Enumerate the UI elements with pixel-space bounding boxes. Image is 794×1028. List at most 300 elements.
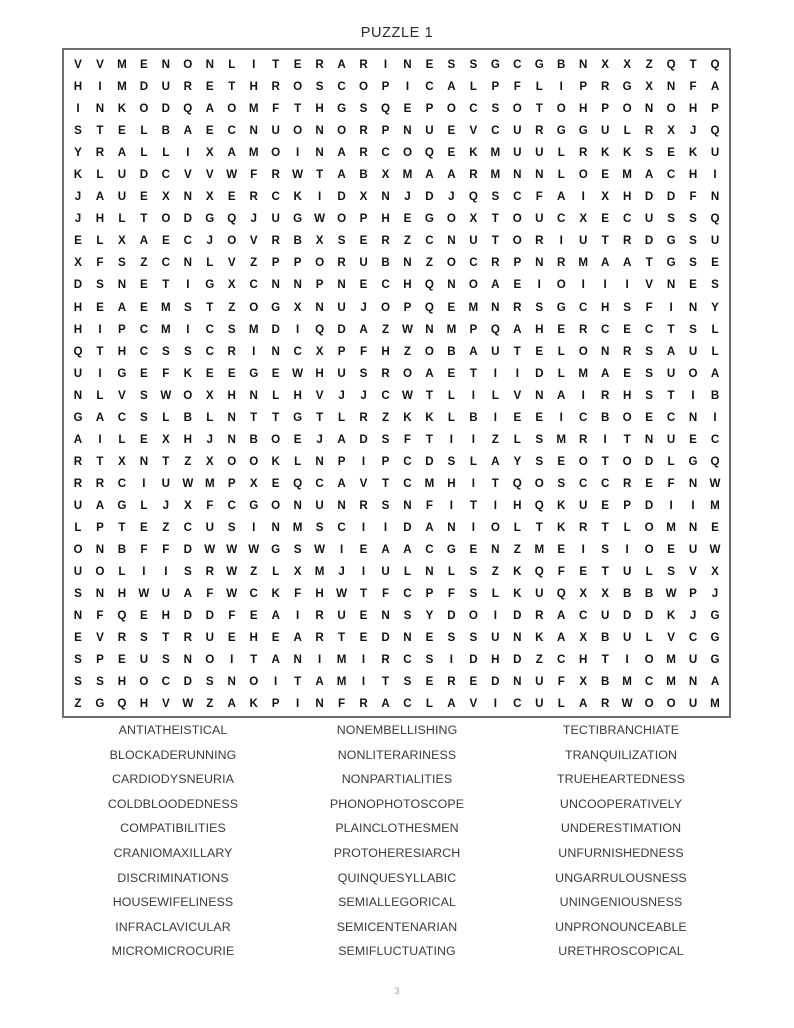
grid-cell[interactable]: H: [73, 300, 83, 314]
grid-cell[interactable]: L: [447, 565, 455, 579]
grid-cell[interactable]: T: [601, 565, 609, 579]
grid-cell[interactable]: E: [535, 410, 544, 424]
grid-cell[interactable]: N: [513, 631, 522, 645]
grid-cell[interactable]: K: [513, 587, 522, 601]
grid-cell[interactable]: Q: [666, 58, 676, 71]
word-list-item[interactable]: UNGARRULOUSNESS: [555, 870, 687, 885]
grid-cell[interactable]: T: [645, 256, 653, 270]
grid-cell[interactable]: D: [513, 609, 522, 623]
grid-cell[interactable]: E: [689, 432, 697, 446]
grid-cell[interactable]: R: [381, 366, 390, 380]
grid-cell[interactable]: E: [227, 190, 236, 204]
grid-cell[interactable]: O: [227, 234, 237, 248]
grid-cell[interactable]: N: [447, 234, 456, 248]
grid-cell[interactable]: G: [710, 631, 720, 645]
grid-cell[interactable]: M: [622, 675, 632, 689]
grid-cell[interactable]: U: [73, 498, 83, 512]
grid-cell[interactable]: C: [710, 432, 720, 446]
grid-cell[interactable]: X: [205, 190, 214, 204]
grid-cell[interactable]: E: [557, 322, 566, 336]
grid-cell[interactable]: C: [403, 653, 412, 667]
grid-cell[interactable]: Q: [556, 587, 566, 601]
grid-cell[interactable]: N: [381, 190, 390, 204]
grid-cell[interactable]: G: [578, 124, 588, 138]
grid-cell[interactable]: R: [600, 697, 610, 711]
grid-cell[interactable]: H: [688, 168, 698, 182]
grid-cell[interactable]: P: [579, 80, 588, 94]
grid-cell[interactable]: P: [271, 256, 280, 270]
grid-cell[interactable]: S: [359, 366, 368, 380]
grid-cell[interactable]: H: [95, 212, 105, 226]
grid-cell[interactable]: O: [446, 256, 456, 270]
grid-cell[interactable]: O: [95, 565, 105, 579]
grid-cell[interactable]: P: [96, 653, 104, 667]
grid-cell[interactable]: N: [73, 609, 83, 623]
grid-cell[interactable]: J: [689, 609, 697, 623]
grid-cell[interactable]: G: [666, 256, 676, 270]
grid-cell[interactable]: E: [425, 675, 434, 689]
grid-cell[interactable]: R: [95, 146, 105, 160]
grid-cell[interactable]: N: [271, 344, 280, 358]
grid-cell[interactable]: E: [249, 609, 258, 623]
grid-cell[interactable]: S: [381, 432, 390, 446]
grid-cell[interactable]: I: [559, 410, 563, 424]
grid-cell[interactable]: P: [711, 102, 719, 116]
grid-cell[interactable]: N: [688, 410, 698, 424]
grid-cell[interactable]: N: [644, 432, 654, 446]
grid-cell[interactable]: X: [205, 454, 214, 468]
grid-cell[interactable]: K: [271, 454, 280, 468]
grid-cell[interactable]: S: [535, 454, 544, 468]
grid-cell[interactable]: H: [622, 190, 632, 204]
grid-cell[interactable]: A: [271, 609, 280, 623]
grid-cell[interactable]: K: [73, 168, 83, 182]
grid-cell[interactable]: Z: [425, 256, 433, 270]
grid-cell[interactable]: N: [644, 102, 654, 116]
grid-cell[interactable]: C: [403, 587, 412, 601]
grid-cell[interactable]: L: [425, 697, 433, 711]
grid-cell[interactable]: S: [711, 278, 719, 292]
grid-cell[interactable]: K: [117, 102, 127, 116]
grid-cell[interactable]: I: [361, 565, 366, 579]
grid-cell[interactable]: P: [403, 300, 412, 314]
grid-cell[interactable]: I: [471, 520, 475, 534]
grid-cell[interactable]: S: [601, 543, 610, 557]
grid-cell[interactable]: I: [691, 498, 695, 512]
grid-cell[interactable]: X: [183, 498, 192, 512]
grid-cell[interactable]: F: [96, 256, 104, 270]
grid-cell[interactable]: N: [227, 675, 236, 689]
grid-cell[interactable]: O: [512, 102, 522, 116]
grid-cell[interactable]: E: [140, 520, 148, 534]
grid-cell[interactable]: I: [98, 432, 102, 446]
grid-cell[interactable]: Q: [424, 146, 434, 160]
grid-cell[interactable]: C: [644, 675, 654, 689]
grid-cell[interactable]: A: [359, 322, 368, 336]
grid-cell[interactable]: I: [603, 432, 607, 446]
grid-cell[interactable]: Z: [250, 565, 258, 579]
grid-cell[interactable]: O: [402, 366, 412, 380]
grid-cell[interactable]: A: [381, 543, 390, 557]
grid-cell[interactable]: E: [140, 190, 148, 204]
grid-cell[interactable]: I: [361, 454, 366, 468]
grid-cell[interactable]: O: [622, 454, 632, 468]
grid-cell[interactable]: R: [359, 146, 368, 160]
grid-cell[interactable]: V: [469, 697, 478, 711]
grid-cell[interactable]: T: [601, 454, 609, 468]
grid-cell[interactable]: G: [556, 124, 566, 138]
grid-cell[interactable]: B: [600, 410, 610, 424]
grid-cell[interactable]: S: [623, 300, 631, 314]
grid-cell[interactable]: Z: [140, 256, 148, 270]
grid-cell[interactable]: A: [139, 234, 149, 248]
grid-cell[interactable]: N: [315, 146, 324, 160]
grid-cell[interactable]: X: [601, 190, 610, 204]
grid-cell[interactable]: W: [336, 587, 348, 601]
grid-cell[interactable]: N: [293, 653, 302, 667]
grid-cell[interactable]: A: [447, 168, 456, 182]
grid-cell[interactable]: E: [359, 278, 368, 292]
grid-cell[interactable]: M: [314, 565, 325, 579]
grid-cell[interactable]: S: [140, 410, 148, 424]
grid-cell[interactable]: A: [491, 454, 500, 468]
grid-cell[interactable]: N: [95, 102, 105, 116]
grid-cell[interactable]: T: [294, 675, 302, 689]
grid-cell[interactable]: I: [252, 344, 256, 358]
grid-cell[interactable]: C: [381, 278, 390, 292]
grid-cell[interactable]: G: [293, 410, 303, 424]
grid-cell[interactable]: S: [667, 212, 675, 226]
grid-cell[interactable]: S: [645, 146, 653, 160]
grid-cell[interactable]: U: [535, 146, 544, 160]
grid-cell[interactable]: C: [579, 300, 588, 314]
grid-cell[interactable]: S: [74, 675, 82, 689]
grid-cell[interactable]: D: [381, 631, 390, 645]
grid-cell[interactable]: M: [490, 168, 501, 182]
word-list-item[interactable]: SEMIFLUCTUATING: [338, 944, 456, 959]
grid-cell[interactable]: N: [205, 58, 214, 71]
grid-cell[interactable]: G: [205, 212, 215, 226]
grid-cell[interactable]: O: [73, 543, 83, 557]
grid-cell[interactable]: A: [337, 58, 346, 71]
grid-cell[interactable]: E: [579, 565, 588, 579]
grid-cell[interactable]: S: [227, 520, 236, 534]
grid-cell[interactable]: I: [493, 697, 497, 711]
grid-cell[interactable]: E: [205, 124, 214, 138]
grid-cell[interactable]: S: [118, 256, 126, 270]
grid-cell[interactable]: A: [513, 322, 522, 336]
grid-cell[interactable]: T: [338, 631, 346, 645]
grid-cell[interactable]: Z: [645, 58, 653, 71]
grid-cell[interactable]: T: [601, 234, 609, 248]
grid-cell[interactable]: G: [710, 653, 720, 667]
grid-cell[interactable]: C: [227, 124, 236, 138]
grid-cell[interactable]: C: [425, 234, 434, 248]
grid-cell[interactable]: T: [381, 675, 390, 689]
grid-cell[interactable]: D: [622, 609, 632, 623]
grid-cell[interactable]: E: [689, 278, 697, 292]
grid-cell[interactable]: R: [469, 168, 478, 182]
grid-cell[interactable]: K: [513, 565, 522, 579]
grid-cell[interactable]: C: [425, 543, 434, 557]
grid-cell[interactable]: O: [139, 675, 149, 689]
grid-cell[interactable]: R: [315, 609, 324, 623]
grid-cell[interactable]: S: [447, 454, 456, 468]
grid-cell[interactable]: N: [227, 410, 236, 424]
grid-cell[interactable]: Q: [73, 344, 83, 358]
grid-cell[interactable]: R: [359, 498, 368, 512]
grid-cell[interactable]: B: [644, 587, 654, 601]
word-list-item[interactable]: CARDIODYSNEURIA: [112, 772, 234, 787]
grid-cell[interactable]: O: [644, 697, 654, 711]
grid-cell[interactable]: A: [337, 476, 346, 490]
grid-cell[interactable]: O: [578, 454, 588, 468]
grid-cell[interactable]: T: [601, 520, 609, 534]
grid-cell[interactable]: N: [73, 388, 83, 402]
grid-cell[interactable]: A: [557, 609, 566, 623]
grid-cell[interactable]: O: [271, 498, 281, 512]
grid-cell[interactable]: A: [600, 366, 610, 380]
grid-cell[interactable]: K: [535, 631, 544, 645]
grid-cell[interactable]: E: [601, 168, 610, 182]
grid-cell[interactable]: N: [688, 675, 698, 689]
grid-cell[interactable]: F: [513, 80, 521, 94]
grid-cell[interactable]: T: [535, 520, 543, 534]
grid-cell[interactable]: S: [183, 344, 192, 358]
grid-cell[interactable]: W: [204, 543, 216, 557]
grid-cell[interactable]: D: [469, 653, 478, 667]
grid-cell[interactable]: M: [161, 322, 171, 336]
grid-cell[interactable]: Q: [710, 212, 720, 226]
grid-cell[interactable]: E: [447, 366, 456, 380]
grid-cell[interactable]: C: [337, 520, 346, 534]
grid-cell[interactable]: M: [490, 146, 501, 160]
grid-cell[interactable]: C: [337, 80, 346, 94]
grid-cell[interactable]: W: [709, 476, 721, 490]
grid-cell[interactable]: C: [205, 344, 214, 358]
grid-cell[interactable]: O: [644, 520, 654, 534]
grid-cell[interactable]: R: [359, 124, 368, 138]
grid-cell[interactable]: H: [381, 344, 390, 358]
grid-cell[interactable]: A: [183, 124, 192, 138]
grid-cell[interactable]: I: [361, 675, 366, 689]
grid-cell[interactable]: D: [73, 278, 83, 292]
grid-cell[interactable]: I: [625, 543, 629, 557]
word-list-item[interactable]: NONPARTIALITIES: [341, 772, 453, 787]
grid-cell[interactable]: V: [645, 278, 653, 292]
grid-cell[interactable]: O: [337, 124, 347, 138]
grid-cell[interactable]: N: [491, 543, 500, 557]
grid-cell[interactable]: G: [534, 58, 544, 71]
grid-cell[interactable]: X: [601, 58, 610, 71]
grid-cell[interactable]: C: [161, 675, 171, 689]
grid-cell[interactable]: Y: [711, 300, 719, 314]
grid-cell[interactable]: I: [98, 322, 102, 336]
grid-cell[interactable]: F: [403, 432, 412, 446]
grid-cell[interactable]: C: [381, 388, 390, 402]
grid-cell[interactable]: Z: [491, 565, 499, 579]
grid-cell[interactable]: A: [337, 168, 346, 182]
grid-cell[interactable]: T: [623, 432, 631, 446]
grid-cell[interactable]: C: [622, 212, 632, 226]
grid-cell[interactable]: L: [228, 58, 236, 71]
grid-cell[interactable]: I: [317, 190, 322, 204]
grid-cell[interactable]: B: [359, 168, 368, 182]
word-list-item[interactable]: HOUSEWIFELINESS: [112, 895, 234, 910]
grid-cell[interactable]: U: [666, 366, 676, 380]
grid-cell[interactable]: Q: [381, 102, 391, 116]
grid-cell[interactable]: X: [74, 256, 82, 270]
grid-cell[interactable]: H: [688, 102, 698, 116]
grid-cell[interactable]: A: [579, 697, 588, 711]
grid-cell[interactable]: R: [622, 344, 632, 358]
grid-cell[interactable]: T: [294, 102, 302, 116]
grid-cell[interactable]: R: [535, 234, 544, 248]
grid-cell[interactable]: R: [557, 256, 566, 270]
grid-cell[interactable]: R: [381, 234, 390, 248]
grid-cell[interactable]: H: [579, 102, 588, 116]
grid-cell[interactable]: Q: [512, 476, 522, 490]
grid-cell[interactable]: L: [645, 565, 653, 579]
grid-cell[interactable]: L: [513, 432, 521, 446]
grid-cell[interactable]: D: [337, 322, 346, 336]
grid-cell[interactable]: S: [205, 675, 214, 689]
grid-cell[interactable]: K: [469, 146, 478, 160]
grid-cell[interactable]: N: [403, 631, 412, 645]
grid-cell[interactable]: O: [249, 454, 259, 468]
grid-cell[interactable]: U: [513, 124, 522, 138]
grid-cell[interactable]: S: [469, 58, 478, 71]
grid-cell[interactable]: O: [161, 212, 171, 226]
grid-cell[interactable]: X: [381, 168, 390, 182]
grid-cell[interactable]: B: [600, 675, 610, 689]
grid-cell[interactable]: I: [98, 366, 102, 380]
grid-cell[interactable]: S: [667, 565, 675, 579]
grid-cell[interactable]: A: [95, 410, 105, 424]
grid-cell[interactable]: E: [271, 631, 280, 645]
grid-cell[interactable]: L: [535, 80, 543, 94]
grid-cell[interactable]: E: [403, 102, 412, 116]
grid-cell[interactable]: T: [316, 168, 324, 182]
grid-cell[interactable]: U: [359, 256, 368, 270]
grid-cell[interactable]: R: [359, 410, 368, 424]
grid-cell[interactable]: J: [162, 498, 170, 512]
grid-cell[interactable]: Z: [513, 543, 521, 557]
grid-cell[interactable]: L: [557, 697, 565, 711]
grid-cell[interactable]: N: [710, 190, 720, 204]
grid-cell[interactable]: K: [666, 609, 676, 623]
grid-cell[interactable]: E: [74, 631, 82, 645]
grid-cell[interactable]: M: [666, 675, 676, 689]
grid-cell[interactable]: F: [250, 168, 258, 182]
grid-cell[interactable]: D: [491, 675, 500, 689]
grid-cell[interactable]: V: [469, 124, 478, 138]
grid-cell[interactable]: O: [139, 102, 149, 116]
grid-cell[interactable]: L: [557, 366, 565, 380]
grid-cell[interactable]: W: [292, 366, 304, 380]
word-list-item[interactable]: SEMIALLEGORICAL: [338, 895, 456, 910]
grid-cell[interactable]: H: [315, 366, 324, 380]
grid-cell[interactable]: E: [513, 410, 522, 424]
grid-cell[interactable]: L: [667, 454, 675, 468]
grid-cell[interactable]: L: [74, 520, 82, 534]
grid-cell[interactable]: V: [249, 234, 258, 248]
grid-cell[interactable]: E: [667, 146, 675, 160]
grid-cell[interactable]: F: [557, 675, 565, 689]
grid-cell[interactable]: I: [98, 80, 102, 94]
grid-cell[interactable]: K: [293, 190, 302, 204]
grid-cell[interactable]: H: [249, 80, 258, 94]
grid-cell[interactable]: R: [535, 609, 544, 623]
grid-cell[interactable]: F: [381, 587, 390, 601]
grid-cell[interactable]: G: [424, 212, 434, 226]
grid-cell[interactable]: X: [623, 58, 631, 71]
grid-cell[interactable]: E: [425, 58, 434, 71]
grid-cell[interactable]: E: [271, 476, 280, 490]
grid-cell[interactable]: T: [689, 58, 697, 71]
grid-cell[interactable]: S: [557, 476, 566, 490]
grid-cell[interactable]: E: [667, 543, 675, 557]
grid-cell[interactable]: N: [315, 124, 324, 138]
grid-cell[interactable]: U: [469, 234, 478, 248]
grid-cell[interactable]: I: [252, 58, 256, 71]
grid-cell[interactable]: W: [160, 388, 172, 402]
grid-cell[interactable]: E: [403, 212, 412, 226]
grid-cell[interactable]: X: [315, 234, 324, 248]
word-list-item[interactable]: INFRACLAVICULAR: [115, 919, 231, 934]
grid-cell[interactable]: Y: [425, 609, 434, 623]
grid-cell[interactable]: H: [117, 587, 127, 601]
word-list-item[interactable]: UNPRONOUNCEABLE: [555, 919, 687, 934]
grid-cell[interactable]: A: [557, 388, 566, 402]
grid-cell[interactable]: T: [469, 366, 477, 380]
grid-cell[interactable]: P: [513, 256, 522, 270]
grid-cell[interactable]: T: [162, 454, 170, 468]
grid-cell[interactable]: A: [491, 278, 500, 292]
grid-cell[interactable]: O: [227, 102, 237, 116]
grid-cell[interactable]: O: [512, 234, 522, 248]
grid-cell[interactable]: E: [645, 410, 653, 424]
grid-cell[interactable]: A: [710, 366, 720, 380]
grid-cell[interactable]: N: [688, 476, 698, 490]
word-list-item[interactable]: CRANIOMAXILLARY: [113, 845, 233, 860]
grid-cell[interactable]: N: [688, 520, 698, 534]
grid-cell[interactable]: C: [513, 697, 522, 711]
word-list-item[interactable]: DISCRIMINATIONS: [117, 870, 229, 885]
grid-cell[interactable]: U: [139, 653, 149, 667]
grid-cell[interactable]: A: [557, 190, 566, 204]
grid-cell[interactable]: N: [183, 256, 192, 270]
grid-cell[interactable]: I: [603, 278, 607, 292]
grid-cell[interactable]: G: [249, 498, 259, 512]
grid-cell[interactable]: N: [271, 520, 280, 534]
grid-cell[interactable]: O: [468, 278, 478, 292]
grid-cell[interactable]: I: [559, 234, 563, 248]
grid-cell[interactable]: B: [381, 256, 390, 270]
grid-cell[interactable]: Y: [74, 146, 82, 160]
grid-cell[interactable]: I: [339, 543, 344, 557]
grid-cell[interactable]: M: [117, 80, 127, 94]
grid-cell[interactable]: N: [425, 322, 434, 336]
grid-cell[interactable]: S: [293, 543, 302, 557]
grid-cell[interactable]: N: [183, 653, 192, 667]
grid-cell[interactable]: X: [601, 587, 610, 601]
grid-cell[interactable]: S: [359, 102, 368, 116]
grid-cell[interactable]: Q: [534, 565, 544, 579]
grid-cell[interactable]: U: [161, 80, 171, 94]
grid-cell[interactable]: F: [294, 587, 302, 601]
grid-cell[interactable]: A: [447, 697, 456, 711]
